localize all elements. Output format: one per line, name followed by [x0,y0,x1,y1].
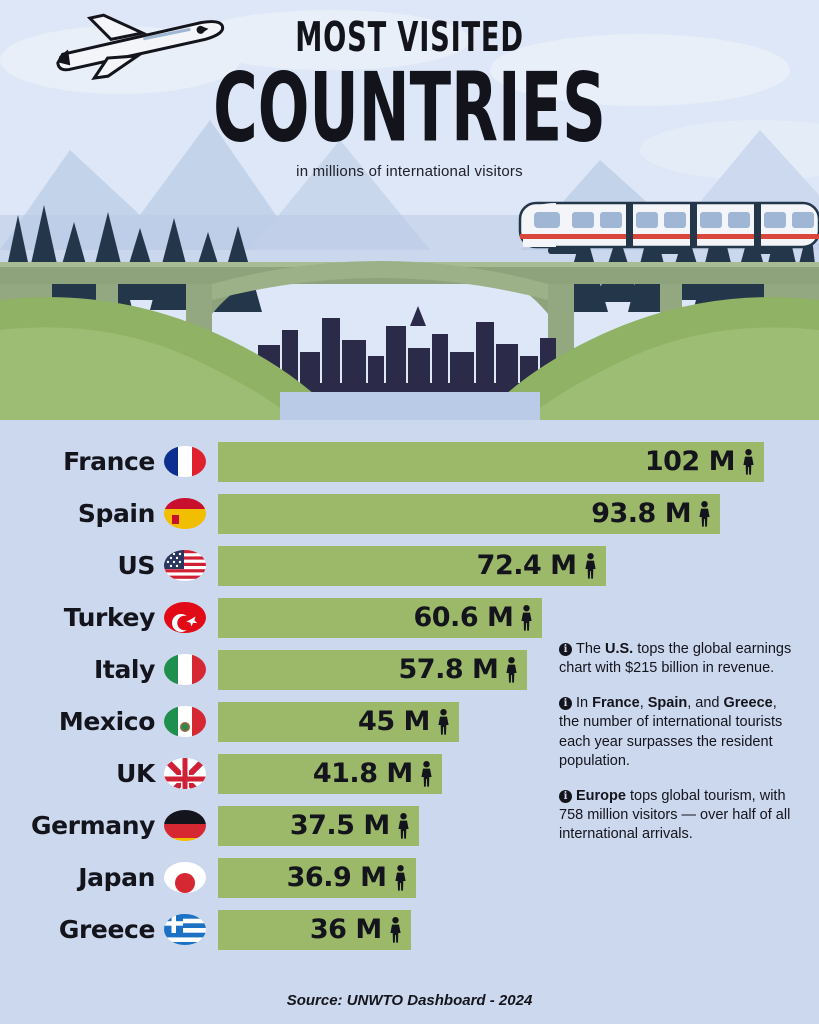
chart-row [0,908,819,951]
info-icon: i [559,697,572,710]
country-label: US [117,551,155,580]
bar-value-label: 102 M [644,446,735,477]
us-flag [164,550,206,581]
country-label: Spain [77,499,155,528]
person-icon [584,553,597,579]
bar [218,806,419,846]
person-icon [389,917,402,943]
note-us-earnings: i The U.S. tops the global earnings chart with $215 billion in revenue. [559,641,792,677]
bar [218,546,606,586]
uk-flag [164,758,206,789]
bar-value-label: 41.8 M [312,758,413,789]
person-icon [437,709,450,735]
bar-track [218,442,819,482]
title-line-2: COUNTRIES [213,51,606,163]
bar-track [218,858,819,898]
country-label: France [63,447,155,476]
notes-panel [559,640,797,860]
germany-flag [164,810,206,841]
country-label: Turkey [63,603,155,632]
chart-row [0,544,819,587]
bar-track [218,494,819,534]
source-caption: Source: UNWTO Dashboard - 2024 [286,992,533,1009]
country-label: Greece [58,915,155,944]
title-subtitle: in millions of international visitors [296,163,523,181]
bar [218,650,527,690]
bar-value-label: 36 M [309,914,382,945]
italy-flag [164,654,206,685]
greece-flag [164,914,206,945]
bar-value-label: 93.8 M [591,498,692,529]
title-line-1: MOST VISITED [295,14,524,62]
note-europe: i Europe tops global tourism, with 758 million visitors — over half of all international arrivals. [559,787,791,842]
person-icon [394,865,407,891]
country-label: Italy [94,655,155,684]
info-icon: i [559,643,572,656]
train-graphic [520,203,819,254]
bar [218,910,411,950]
japan-flag [164,862,206,893]
person-icon [420,761,433,787]
bar-value-label: 45 M [358,706,430,737]
bar [218,754,442,794]
bar-value-label: 57.8 M [398,654,499,685]
info-icon: i [559,790,572,803]
bar [218,598,542,638]
person-icon [505,657,518,683]
bar-value-label: 60.6 M [413,602,514,633]
country-label: Mexico [58,707,155,736]
chart-row [0,856,819,899]
person-icon [397,813,410,839]
bar-track [218,546,819,586]
bar [218,442,764,482]
bar-track [218,910,819,950]
bar-value-label: 36.9 M [286,862,387,893]
france-flag [164,446,206,477]
chart-row [0,596,819,639]
spain-flag [164,498,206,529]
bar-value-label: 72.4 M [476,550,577,581]
person-icon [742,449,755,475]
bar [218,858,416,898]
bar-track [218,598,819,638]
mexico-flag [164,706,206,737]
turkey-flag [164,602,206,633]
chart-row [0,492,819,535]
country-label: Japan [78,863,155,892]
hero-title-block [0,14,819,181]
bar [218,702,459,742]
country-label: Germany [30,811,155,840]
person-icon [520,605,533,631]
note-tourists-population: i In France, Spain, and Greece, the number of international tourists each year surpasses the resident population. [559,695,783,769]
bar-value-label: 37.5 M [289,810,390,841]
hero-illustration [0,0,819,420]
chart-row [0,440,819,483]
bar [218,494,720,534]
country-label: UK [116,759,155,788]
person-icon [698,501,711,527]
